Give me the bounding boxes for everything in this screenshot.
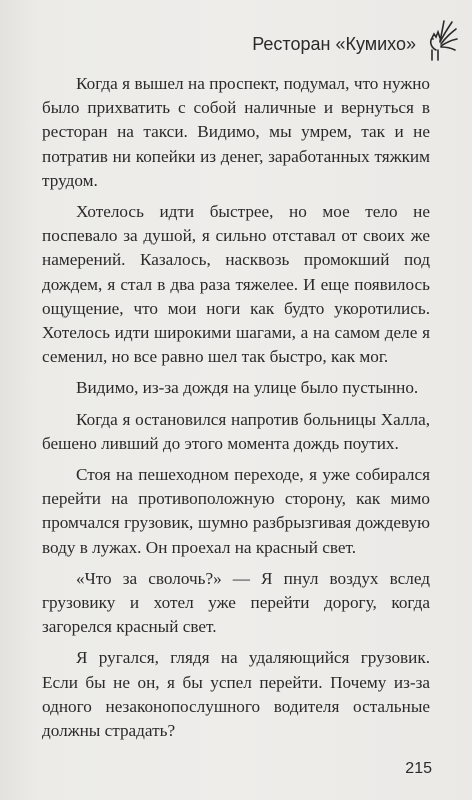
paragraph: Хотелось идти быстрее, но мое тело не поспевало за душой, я сильно отставал от своих же намерений. Казалось, насквозь промокший под дождем, я стал в два раза тяжелее. И еще появилось ощущение, что мои ноги как будто укоротились. Хотелось идти широкими шагами, а на самом деле я семенил, но все равно шел так быстро, как мог.	[42, 202, 430, 367]
paragraph: Когда я остановился напротив больницы Халла, бешено ливший до этого момента дождь поутих.	[42, 409, 430, 453]
paragraph: Стоя на пешеходном переходе, я уже собирался перейти на противоположную сторону, как мимо промчался грузовик, шумно разбрызгивая дождевую воду в лужах. Он проехал на красный свет.	[42, 465, 430, 557]
paragraph: Видимо, из-за дождя на улице было пустынно.	[76, 378, 419, 398]
paragraph: Я ругался, глядя на удаляющийся грузовик. Если бы не он, я бы успел перейти. Почему из-за одного незаконопослушного водителя остальные должны страдать?	[42, 648, 430, 741]
nine-tailed-fox-icon	[418, 20, 458, 64]
paragraph: «Что за сволочь?» — Я пнул воздух вслед грузовику и хотел уже перейти дорогу, когда загорелся красный свет.	[42, 568, 430, 637]
page-number: 215	[405, 760, 432, 777]
body-text	[42, 72, 430, 750]
running-head-title: Ресторан «Кумихо»	[252, 34, 416, 54]
paragraph: Когда я вышел на проспект, подумал, что нужно было прихватить с собой наличные и вернуться в ресторан на такси. Видимо, мы умрем, так и не потратив ни копейки из денег, заработанных тяжким трудом.	[42, 74, 430, 190]
